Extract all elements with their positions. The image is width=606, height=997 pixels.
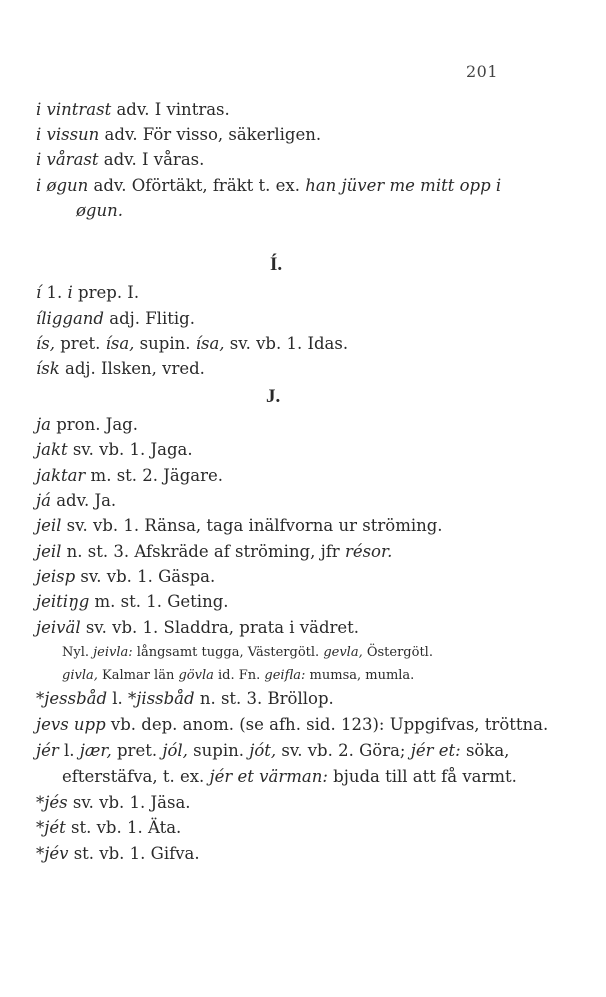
definition: sv. vb. 1. Gäspa. xyxy=(75,567,216,586)
note-word: gevla, xyxy=(323,645,363,660)
entry-i-vintrast xyxy=(36,100,230,120)
headword: jeiväl xyxy=(36,618,81,637)
definition: prep. I. xyxy=(72,283,140,302)
entry-jer xyxy=(36,741,509,761)
etymology-note-line-2 xyxy=(62,666,414,686)
definition: adj. Ilsken, vred. xyxy=(59,359,205,378)
entry-jeiting xyxy=(36,592,229,612)
headword: jeil xyxy=(36,516,62,535)
headword: ja xyxy=(36,415,51,434)
phrase: jér et värman: xyxy=(209,767,328,786)
headword: jeisp xyxy=(36,567,76,586)
definition: adv. För visso, säkerligen. xyxy=(99,125,322,144)
definition: adv. I vintras. xyxy=(111,100,230,119)
definition: söka, xyxy=(460,741,510,760)
headword: ísa, xyxy=(195,334,225,353)
definition: efterstäfva, t. ex. xyxy=(62,767,210,786)
definition: n. st. 3. Bröllop. xyxy=(194,689,334,708)
definition: adv. Ja. xyxy=(50,491,117,510)
entry-jessbad xyxy=(36,689,334,709)
headword: i øgun xyxy=(36,176,89,195)
note-text: mumsa, mumla. xyxy=(305,668,415,683)
headword: ísk xyxy=(36,359,60,378)
section-heading-i-acute: Í. xyxy=(270,254,283,275)
entry-ja-adv xyxy=(36,491,116,511)
definition: m. st. 2. Jägare. xyxy=(85,466,224,485)
headword: ís, xyxy=(36,334,55,353)
headword: jakt xyxy=(36,440,68,459)
headword: jót, xyxy=(249,741,277,760)
page-number: 201 xyxy=(465,62,498,81)
note-text: id. Fn. xyxy=(213,668,265,683)
definition: l. xyxy=(58,741,80,760)
note-text: Östergötl. xyxy=(362,645,433,660)
entry-ja xyxy=(36,415,138,435)
etymology-note-line-1 xyxy=(62,643,433,663)
definition: sv. vb. 1. Jäsa. xyxy=(67,793,191,812)
definition: supin. xyxy=(134,334,196,353)
definition: pret. xyxy=(111,741,163,760)
phrase: jér et: xyxy=(410,741,461,760)
entry-is xyxy=(36,334,348,354)
entry-i-varast xyxy=(36,150,204,170)
entry-jev xyxy=(36,844,200,864)
definition: supin. xyxy=(187,741,250,760)
definition: vb. dep. anom. (se afh. sid. 123): Uppgifvas, tröttna. xyxy=(105,715,549,734)
headword: *jév xyxy=(36,844,69,863)
entry-jes xyxy=(36,793,191,813)
definition: sv. vb. 1. Ränsa, taga inälfvorna ur ströming. xyxy=(61,516,443,535)
definition: bjuda till att få varmt. xyxy=(327,767,517,786)
definition: n. st. 3. Afskräde af ströming, jfr xyxy=(61,542,345,561)
headword: jeitiŋg xyxy=(36,592,90,611)
entry-continuation xyxy=(76,201,123,221)
note-word: geifla: xyxy=(264,668,306,683)
definition: st. vb. 1. Äta. xyxy=(65,818,182,837)
definition: sv. vb. 1. Sladdra, prata i vädret. xyxy=(80,618,360,637)
headword: i vissun xyxy=(36,125,100,144)
entry-jeil-n xyxy=(36,542,392,562)
entry-jevs-upp xyxy=(36,715,548,735)
definition: sv. vb. 1. Idas. xyxy=(224,334,349,353)
entry-jet xyxy=(36,818,181,838)
definition: pron. Jag. xyxy=(50,415,138,434)
headword: íliggand xyxy=(36,309,104,328)
headword: jeil xyxy=(36,542,62,561)
headword: *jét xyxy=(36,818,66,837)
note-word: gövla xyxy=(178,668,214,683)
headword: jær, xyxy=(79,741,112,760)
note-text: Nyl. xyxy=(62,645,94,660)
example: han jüver me mitt opp i xyxy=(305,176,502,195)
note-word: jeivla: xyxy=(93,645,133,660)
headword: i vintrast xyxy=(36,100,112,119)
headword: *jissbåd xyxy=(128,689,195,708)
definition: sv. vb. 1. Jaga. xyxy=(67,440,193,459)
cross-reference: résor. xyxy=(344,542,393,561)
entry-jakt xyxy=(36,440,193,460)
definition: st. vb. 1. Gifva. xyxy=(68,844,200,863)
definition: adv. I våras. xyxy=(98,150,205,169)
note-text: Kalmar län xyxy=(97,668,179,683)
headword: i vårast xyxy=(36,150,99,169)
entry-i-prep xyxy=(36,283,139,303)
headword: jól, xyxy=(162,741,188,760)
definition: adv. Oförtäkt, fräkt t. ex. xyxy=(88,176,306,195)
headword: *jés xyxy=(36,793,68,812)
note-word: givla, xyxy=(62,668,98,683)
definition: 1. xyxy=(41,283,68,302)
headword: jevs upp xyxy=(36,715,106,734)
definition: sv. vb. 2. Göra; xyxy=(276,741,411,760)
definition: pret. xyxy=(55,334,106,353)
definition: adj. Flitig. xyxy=(103,309,195,328)
entry-jeisp xyxy=(36,567,215,587)
headword: jaktar xyxy=(36,466,86,485)
note-text: långsamt tugga, Västergötl. xyxy=(132,645,324,660)
headword: já xyxy=(36,491,51,510)
headword: *jessbåd xyxy=(36,689,108,708)
entry-i-vissun xyxy=(36,125,321,145)
entry-jer-continuation xyxy=(62,767,517,787)
entry-i-ogun xyxy=(36,176,501,196)
entry-jeival xyxy=(36,618,359,638)
headword: i xyxy=(67,283,73,302)
headword: ísa, xyxy=(105,334,135,353)
entry-iliggand xyxy=(36,309,195,329)
entry-isk xyxy=(36,359,205,379)
entry-jaktar xyxy=(36,466,223,486)
entry-jeil-vb xyxy=(36,516,443,536)
section-heading-j: J. xyxy=(266,386,281,407)
headword: jér xyxy=(36,741,59,760)
definition: l. xyxy=(107,689,129,708)
headword: í xyxy=(36,283,42,302)
example: øgun. xyxy=(76,201,123,220)
definition: m. st. 1. Geting. xyxy=(89,592,229,611)
